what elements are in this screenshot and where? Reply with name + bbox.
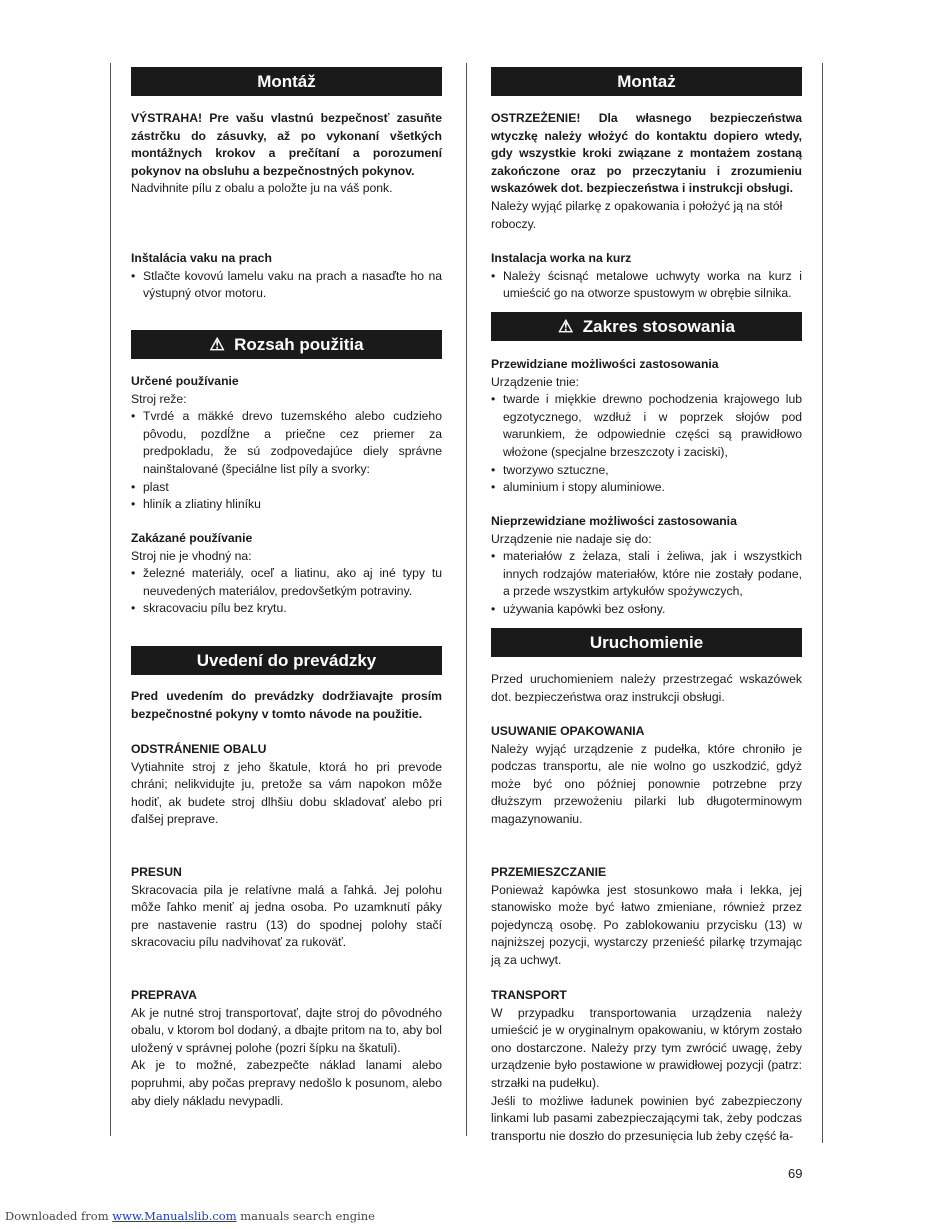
section-intro: Urządzenie nie nadaje się do: xyxy=(491,531,652,546)
footer-suffix: manuals search engine xyxy=(240,1209,375,1223)
section-text: Ak je nutné stroj transportovať, dajte stroj do pôvodného obalu, v ktorom bol dodaný, a dbajte pritom na to, aby bol uložený v správnej polohe (pozri šípku na škatuli). xyxy=(131,1005,442,1055)
heading-text: Montáž xyxy=(257,72,316,91)
warning-text: OSTRZEŻENIE! Dla własnego bezpieczeństwa wtyczkę należy włożyć do kontaktu dopiero wtedy, gdy wszystkie kroki związane z montażem zostaną zakończone oraz po przeczytaniu i zrozumieniu wskazówek dot. bezpieczeństwa i instrukcji obsługi. xyxy=(491,111,802,196)
section-title: PRZEMIESZCZANIE xyxy=(491,865,607,879)
list-item: • twarde i miękkie drewno pochodzenia krajowego lub egzotycznego, wzdłuż i w poprzek słojów pod warunkiem, że odpowiednie części są prawidłowo włożone (specjalne brzeszczoty i zaciski), xyxy=(491,391,802,461)
intended-use-section xyxy=(131,373,442,514)
warning-block xyxy=(131,110,442,198)
center-divider-rule xyxy=(466,63,467,1136)
heading-text: Zakres stosowania xyxy=(582,317,735,336)
heading-text: Montaż xyxy=(617,72,676,91)
list-item: • plast xyxy=(131,479,442,497)
lift-instruction: Należy wyjąć pilarkę z opakowania i położyć ją na stół roboczy. xyxy=(491,198,783,231)
unpacking-section xyxy=(491,723,802,829)
page-number: 69 xyxy=(788,1166,803,1181)
heading-usage-sk xyxy=(131,330,442,359)
section-title: TRANSPORT xyxy=(491,988,567,1002)
section-title: Przewidziane możliwości zastosowania xyxy=(491,357,719,371)
section-title: PREPRAVA xyxy=(131,988,197,1002)
section-text: Vytiahnite stroj z jeho škatule, ktorá ho pri prevode chráni; nelikvidujte ju, pretože sa vám napokon môže hodiť, ak budete stroj dlhšiu dobu skladovať alebo pri ďalšej preprave. xyxy=(131,759,442,827)
list-item: • skracovaciu pílu bez krytu. xyxy=(131,600,442,618)
section-title: Nieprzewidziane możliwości zastosowania xyxy=(491,514,737,528)
section-title: Inštalácia vaku na prach xyxy=(131,251,272,265)
warning-triangle-icon: ⚠ xyxy=(558,317,574,336)
transport-section xyxy=(491,987,802,1145)
heading-commissioning-sk xyxy=(131,646,442,675)
section-text: Ak je to možné, zabezpečte náklad lanami alebo popruhmi, aby počas prepravy nedošlo k posunom, alebo aby diely nákladu nevypadli. xyxy=(131,1058,442,1108)
section-title: Instalacja worka na kurz xyxy=(491,251,632,265)
moving-section xyxy=(131,864,442,952)
lift-instruction: Nadvihnite pílu z obalu a položte ju na váš ponk. xyxy=(131,181,393,196)
section-intro: Urządzenie tnie: xyxy=(491,374,580,389)
section-text: Jeśli to możliwe ładunek powinien być zabezpieczony linkami lub pasami zabezpieczającymi tak, żeby podczas transportu nie doszło do przesunięcia lub żeby część ła- xyxy=(491,1093,802,1143)
list-item: • używania kapówki bez osłony. xyxy=(491,601,802,619)
section-text: W przypadku transportowania urządzenia należy umieścić je w oryginalnym opakowaniu, w którym zostało ono dostarczone. Należy przy tym zwrócić uwagę, żeby urządzenie było postawione w prawidłowej pozycji (patrz: strzałki na pudełku). xyxy=(491,1005,802,1090)
section-text: Skracovacia pila je relatívne malá a ľahká. Jej polohu môže ľahko meniť aj jedna osoba. Po uzamknutí páky pre nastavenie rastru (13) do spodnej polohy stačí skracovaciu pílu nadvihovať za rukoväť. xyxy=(131,882,442,950)
footer-prefix: Downloaded from xyxy=(5,1209,109,1223)
section-title: Určené používanie xyxy=(131,374,239,388)
list-item: • aluminium i stopy aluminiowe. xyxy=(491,479,802,497)
transport-section xyxy=(131,987,442,1110)
warning-block xyxy=(491,110,802,233)
forbidden-use-section xyxy=(491,513,802,619)
heading-text: Uvedení do prevádzky xyxy=(196,651,377,670)
list-item: • železné materiály, oceľ a liatinu, ako aj iné typy tu neuvedených materiálov, predovšetkým potraviny. xyxy=(131,565,442,600)
list-item: • Tvrdé a mäkké drevo tuzemského alebo cudzieho pôvodu, pozdĺžne a priečne cez priemer za predpokladu, že sú zodpovedajúce diely správne nainštalované (špeciálne list píly a svorky: xyxy=(131,408,442,478)
list-item: • Należy ścisnąć metalowe uchwyty worka na kurz i umieścić go na otworze spustowym w obrębie silnika. xyxy=(491,268,802,303)
commissioning-note xyxy=(491,671,802,706)
intended-use-section xyxy=(491,356,802,497)
section-title: Zakázané používanie xyxy=(131,531,253,545)
section-text: Ponieważ kapówka jest stosunkowo mała i lekka, jej stanowisko może być łatwo zmieniane, również przez pojedynczą osobę. Po zablokowaniu przycisku (13) w najniższej pozycji, wystarczy przenieść pilarkę trzymając ją za uchwyt. xyxy=(491,882,802,967)
section-title: ODSTRÁNENIE OBALU xyxy=(131,742,267,756)
list-item: • Stlačte kovovú lamelu vaku na prach a nasaďte ho na výstupný otvor motoru. xyxy=(131,268,442,303)
unpacking-section xyxy=(131,741,442,829)
manualslib-link[interactable]: www.Manualslib.com xyxy=(112,1209,237,1223)
heading-usage-pl xyxy=(491,312,802,341)
left-margin-rule xyxy=(110,63,111,1136)
commissioning-text: Pred uvedením do prevádzky dodržiavajte prosím bezpečnostné pokyny v tomto návode na použitie. xyxy=(131,689,442,721)
commissioning-note xyxy=(131,688,442,723)
section-title: USUWANIE OPAKOWANIA xyxy=(491,724,645,738)
list-item: • tworzywo sztuczne, xyxy=(491,462,802,480)
section-text: Należy wyjąć urządzenie z pudełka, które chroniło je podczas transportu, ale nie wolno go uszkodzić, gdyż może być ono później ponownie potrzebne przy dłuższym przewożeniu pilarki lub długoterminowym magazynowaniu. xyxy=(491,741,802,826)
right-margin-rule xyxy=(822,63,823,1143)
heading-montaz-sk xyxy=(131,67,442,96)
heading-text: Uruchomienie xyxy=(589,633,704,652)
section-intro: Stroj reže: xyxy=(131,391,187,406)
heading-montaz-pl xyxy=(491,67,802,96)
heading-commissioning-pl xyxy=(491,628,802,657)
heading-text: Rozsah použitia xyxy=(234,335,364,354)
download-footer xyxy=(5,1209,375,1223)
section-intro: Stroj nie je vhodný na: xyxy=(131,548,252,563)
list-item: • hliník a zliatiny hliníku xyxy=(131,496,442,514)
section-title: PRESUN xyxy=(131,865,182,879)
warning-text: VÝSTRAHA! Pre vašu vlastnú bezpečnosť zasuňte zástrčku do zásuvky, až po vykonaní všetkých montážnych krokov a prečítaní a porozumení pokynov na obsluhu a bezpečnostných pokynov. xyxy=(131,111,442,178)
forbidden-use-section xyxy=(131,530,442,618)
dust-bag-section xyxy=(131,250,442,303)
warning-triangle-icon: ⚠ xyxy=(209,335,225,354)
list-item: • materiałów z żelaza, stali i żeliwa, jak i wszystkich innych rodzajów materiałów, które nie zostały podane, a przede wszystkim artykułów spożywczych, xyxy=(491,548,802,601)
dust-bag-section xyxy=(491,250,802,303)
moving-section xyxy=(491,864,802,970)
commissioning-text: Przed uruchomieniem należy przestrzegać wskazówek dot. bezpieczeństwa oraz instrukcji obsługi. xyxy=(491,672,802,704)
